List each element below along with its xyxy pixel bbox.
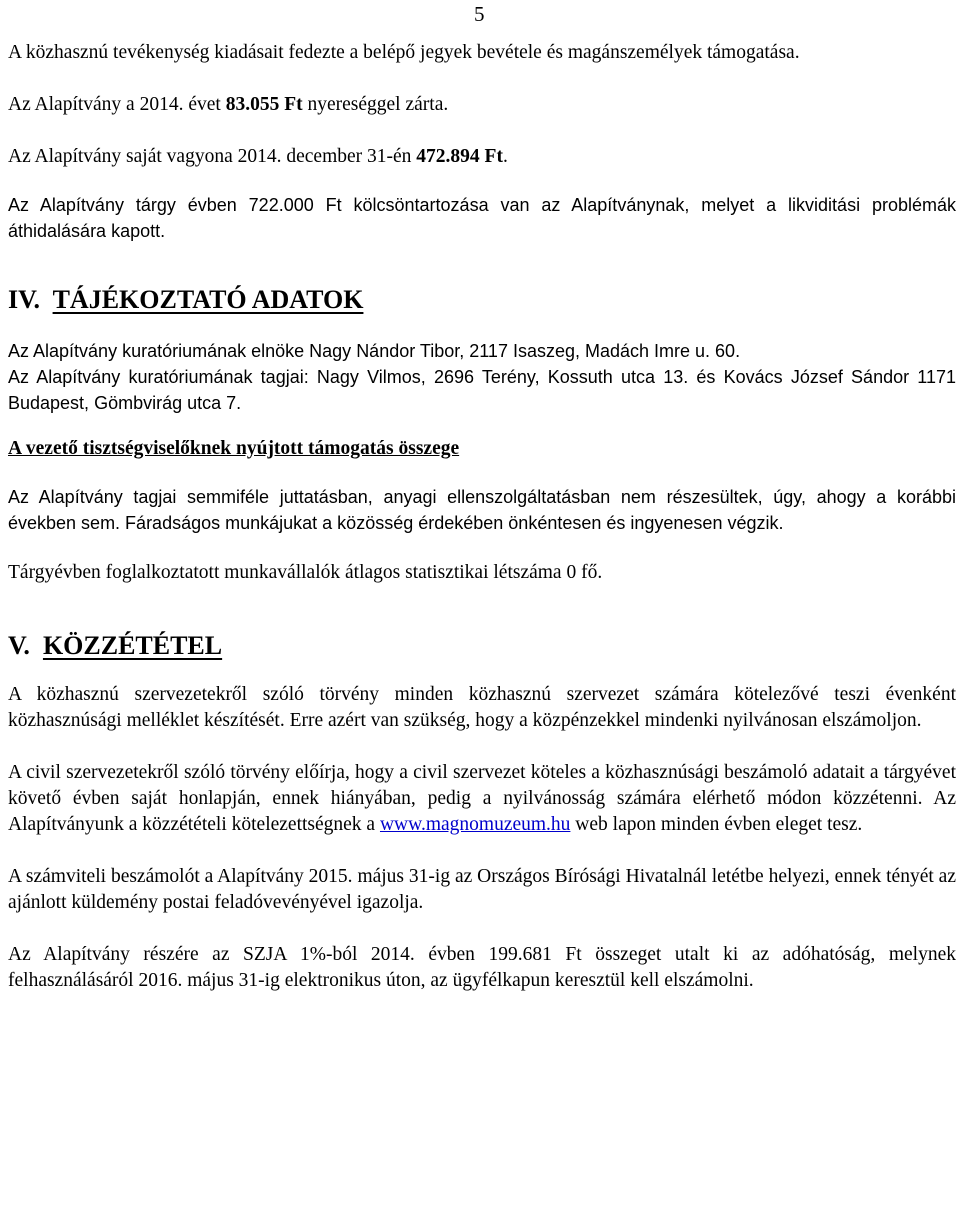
paragraph-civil-law [8, 760, 956, 838]
paragraph-expenses: A közhasznú tevékenység kiadásait fedezte a belépő jegyek bevétele és magánszemélyek támogatása. [8, 42, 800, 63]
paragraph-members-compensation: Az Alapítvány tagjai semmiféle juttatásban, anyagi ellenszolgáltatásban nem részesültek, úgy, ahogy a korábbi években sem. Fáradságos munkájukat a közösség érdekében önkéntesen és ingyenesen végzik. [8, 487, 956, 533]
assets-amount: 472.894 Ft [416, 146, 503, 167]
paragraph-members: Az Alapítvány kuratóriumának tagjai: Nagy Vilmos, 2696 Terény, Kossuth utca 13. és Kovács József Sándor 1171 Budapest, Gömbvirág utca 7. [8, 367, 956, 413]
paragraph-chairman: Az Alapítvány kuratóriumának elnöke Nagy Nándor Tibor, 2117 Isaszeg, Madách Imre u. 60. [8, 341, 741, 361]
paragraph-szja: Az Alapítvány részére az SZJA 1%-ból 2014. évben 199.681 Ft összeget utalt ki az adóhatóság, melynek felhasználásáról 2016. május 31-ig elektronikus úton, az ügyfélkapun keresztül kell elszámolni. [8, 944, 956, 991]
paragraph-disclosure-law: A közhasznú szervezetekről szóló törvény minden közhasznú szervezet számára kötelezővé teszi évenként közhasznúsági melléklet készítését. Erre azért van szükség, hogy a közpénzekkel mindenki nyilvánosan elszámoljon. [8, 684, 956, 731]
paragraph-debt: Az Alapítvány tárgy évben 722.000 Ft kölcsöntartozása van az Alapítványnak, melyet a likviditási problémák áthidalására kapott. [8, 195, 956, 241]
profit-amount: 83.055 Ft [225, 94, 303, 115]
paragraph-assets [8, 144, 956, 170]
text: Az Alapítvány saját vagyona 2014. december 31-én [8, 146, 417, 167]
text: nyereséggel zárta. [302, 94, 449, 115]
text: A civil szervezetekről szóló törvény előírja, hogy a civil szervezet köteles a közhasznúsági beszámoló adatait a tárgyévet követő évben saját honlapján, ennek hiányában, pedig a nyilvánosság számára elérhető módon közzétenni. Az Alapítványunk a közzétételi kötelezettségnek a [8, 762, 956, 835]
text: web lapon minden évben eleget tesz. [570, 814, 863, 835]
text: . [502, 146, 508, 167]
document-body [8, 40, 956, 994]
page-number: 5 [474, 2, 485, 26]
website-link[interactable]: www.magnomuzeum.hu [379, 814, 571, 835]
section-number: IV. [8, 285, 41, 314]
section-heading-iv [8, 284, 956, 316]
paragraph-accounting-report: A számviteli beszámolót a Alapítvány 2015. május 31-ig az Országos Bírósági Hivatalnál letétbe helyezi, ennek tényét az ajánlott küldemény postai feladóvevényével igazolja. [8, 866, 956, 913]
paragraph-employees: Tárgyévben foglalkoztatott munkavállalók átlagos statisztikai létszáma 0 fő. [8, 562, 603, 583]
paragraph-profit [8, 92, 956, 118]
section-heading-v [8, 630, 956, 662]
subheading-support: A vezető tisztségviselőknek nyújtott támogatás összege [8, 438, 460, 459]
section-number: V. [8, 631, 30, 660]
text: Az Alapítvány a 2014. évet [8, 94, 226, 115]
section-title: KÖZZÉTÉTEL [42, 631, 223, 660]
section-title: TÁJÉKOZTATÓ ADATOK [52, 285, 364, 314]
